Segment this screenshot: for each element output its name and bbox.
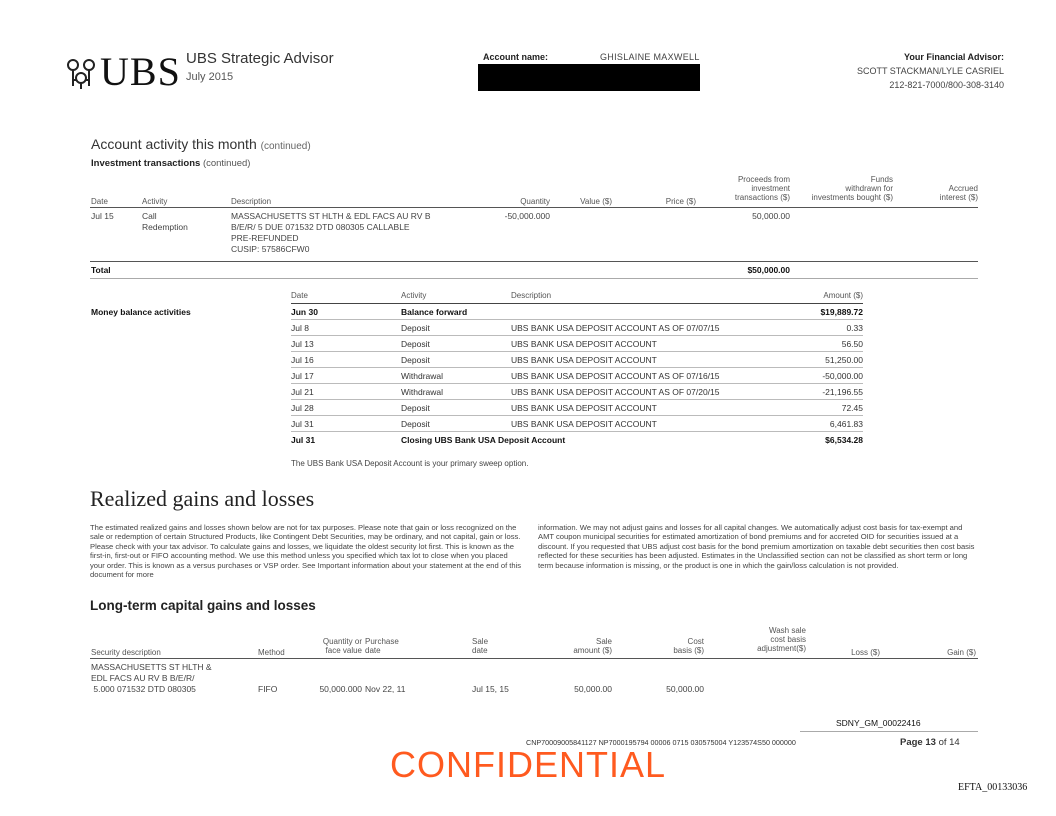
account-activity-title: Account activity this month (continued) bbox=[91, 136, 311, 152]
lt-col-cost-basis: Cost basis ($) bbox=[673, 637, 704, 655]
efta-number: EFTA_00133036 bbox=[958, 782, 1028, 793]
lt-col-purchase-date: Purchase date bbox=[365, 637, 399, 655]
money-balance-label: Money balance activities bbox=[91, 307, 191, 317]
txn-proceeds: 50,000.00 bbox=[752, 211, 790, 221]
col-funds-withdrawn: Funds withdrawn for investments bought ($) bbox=[811, 175, 893, 202]
realized-para-left: The estimated realized gains and losses shown below are not for tax purposes. Please note that gain or loss recognized on the sale or redemption of certain Structured Products, like Contingent Debt Securities, may be ordinary, and not capital, gain or loss. Please check with your tax advisor. To calculate gains and losses, we liquidate the oldest security lot first. This is known as the first-in, first-out or FIFO accounting method. We use this method unless you specified which tax lot to close when you placed your order. This is known as a versus purchases or VSP order. See Important information about your statement at the end of this document for more bbox=[90, 523, 522, 580]
col-activity: Activity bbox=[142, 197, 168, 206]
col-description: Description bbox=[231, 197, 272, 206]
advisor-title: Your Financial Advisor: bbox=[903, 52, 1004, 62]
ubs-logo-text: UBS bbox=[100, 49, 181, 94]
total-label: Total bbox=[91, 265, 111, 275]
document-code: CNP70009005841127 NP7000195794 00006 0715 030575004 Y123574S50 000000 bbox=[526, 738, 796, 747]
lt-col-security: Security description bbox=[91, 648, 161, 657]
money-row: Jul 21 Withdrawal UBS BANK USA DEPOSIT ACCOUNT AS OF 07/20/15 -21,196.55 bbox=[291, 384, 863, 400]
lt-sale-amount: 50,000.00 bbox=[574, 684, 612, 694]
realized-gains-title: Realized gains and losses bbox=[90, 486, 315, 511]
investment-transactions-title: Investment transactions (continued) bbox=[91, 158, 251, 169]
ubs-keys-logo-icon bbox=[64, 56, 98, 90]
col-price: Price ($) bbox=[665, 197, 696, 206]
col-proceeds: Proceeds from investment transactions ($) bbox=[734, 175, 790, 202]
lt-col-wash-sale: Wash sale cost basis adjustment($) bbox=[757, 626, 806, 653]
lt-quantity: 50,000.000 bbox=[319, 684, 362, 694]
account-name-value: GHISLAINE MAXWELL bbox=[600, 52, 700, 62]
bates-number: SDNY_GM_00022416 bbox=[836, 718, 921, 728]
header-rule bbox=[90, 207, 978, 208]
total-value: $50,000.00 bbox=[747, 265, 790, 275]
lt-col-method: Method bbox=[258, 648, 285, 657]
money-col-activity: Activity bbox=[401, 288, 511, 304]
txn-description: MASSACHUSETTS ST HLTH & EDL FACS AU RV B B/E/R/ 5 DUE 071532 DTD 080305 CALLABLE PRE-REFUNDED CUSIP: 57586CFW0 bbox=[231, 211, 431, 254]
advisor-phone: 212-821-7000/800-308-3140 bbox=[889, 80, 1004, 90]
lt-col-gain: Gain ($) bbox=[947, 648, 976, 657]
lt-col-loss: Loss ($) bbox=[851, 648, 880, 657]
lt-col-sale-amount: Sale amount ($) bbox=[573, 637, 612, 655]
statement-period: July 2015 bbox=[186, 71, 234, 83]
money-header-row bbox=[291, 288, 863, 304]
product-title: UBS Strategic Advisor bbox=[186, 50, 334, 67]
money-row: Jul 13 Deposit UBS BANK USA DEPOSIT ACCOUNT 56.50 bbox=[291, 336, 863, 352]
footer-rule bbox=[800, 731, 978, 732]
lt-purchase-date: Nov 22, 11 bbox=[365, 684, 406, 694]
money-col-description: Description bbox=[511, 288, 773, 304]
lt-cost-basis: 50,000.00 bbox=[666, 684, 704, 694]
lt-sale-date: Jul 15, 15 bbox=[472, 684, 509, 694]
total-bottom-rule bbox=[90, 278, 978, 279]
money-row: Jul 31 Closing UBS Bank USA Deposit Account $6,534.28 bbox=[291, 434, 863, 445]
money-row: Jul 16 Deposit UBS BANK USA DEPOSIT ACCOUNT 51,250.00 bbox=[291, 352, 863, 368]
account-name-label: Account name: bbox=[483, 52, 549, 62]
txn-activity: Call Redemption bbox=[142, 211, 188, 232]
money-col-amount: Amount ($) bbox=[773, 288, 863, 304]
money-col-date: Date bbox=[291, 288, 401, 304]
lt-header-rule bbox=[90, 658, 978, 659]
txn-quantity: -50,000.000 bbox=[504, 211, 550, 221]
col-quantity: Quantity bbox=[520, 197, 550, 206]
sweep-note: The UBS Bank USA Deposit Account is your primary sweep option. bbox=[291, 459, 529, 468]
confidential-stamp: CONFIDENTIAL bbox=[390, 744, 667, 785]
txn-date: Jul 15 bbox=[91, 211, 114, 221]
lt-col-quantity: Quantity or face value bbox=[322, 637, 362, 655]
long-term-title: Long-term capital gains and losses bbox=[90, 598, 316, 613]
money-balance-table bbox=[291, 288, 863, 447]
money-row: Jun 30 Balance forward $19,889.72 bbox=[291, 304, 863, 320]
total-rule bbox=[90, 261, 978, 262]
lt-security: MASSACHUSETTS ST HLTH & EDL FACS AU RV B B/E/R/ 5.000 071532 DTD 080305 bbox=[91, 662, 212, 694]
redaction-box bbox=[478, 64, 700, 91]
lt-method: FIFO bbox=[258, 684, 278, 694]
money-row: Jul 28 Deposit UBS BANK USA DEPOSIT ACCOUNT 72.45 bbox=[291, 400, 863, 416]
financial-advisor-block bbox=[857, 50, 1004, 92]
money-row: Jul 17 Withdrawal UBS BANK USA DEPOSIT ACCOUNT AS OF 07/16/15 -50,000.00 bbox=[291, 368, 863, 384]
col-accrued-interest: Accrued interest ($) bbox=[939, 184, 978, 202]
page-number: Page 13 of 14 bbox=[900, 737, 960, 748]
realized-para-right: information. We may not adjust gains and losses for all capital changes. We automatically adjust cost basis for tax-exempt and AMT coupon municipal securities for estimated amortization of bond premiums and for accreted OID for securities issued at a discount. If you requested that UBS adjust cost basis for the bond premium amortization on taxable debt securities then cost basis reflected for these securities has been adjusted. Estimates in the Unclassified section can not be classified as short term or long term because information is missing, or the product is one in which the gain/loss calculation is not provided. bbox=[538, 523, 975, 570]
money-row: Jul 8 Deposit UBS BANK USA DEPOSIT ACCOUNT AS OF 07/07/15 0.33 bbox=[291, 320, 863, 336]
col-date: Date bbox=[91, 197, 108, 206]
money-row: Jul 31 Deposit UBS BANK USA DEPOSIT ACCOUNT 6,461.83 bbox=[291, 416, 863, 432]
lt-col-sale-date: Sale date bbox=[472, 637, 489, 655]
advisor-names: SCOTT STACKMAN/LYLE CASRIEL bbox=[856, 66, 1004, 76]
col-value: Value ($) bbox=[580, 197, 612, 206]
